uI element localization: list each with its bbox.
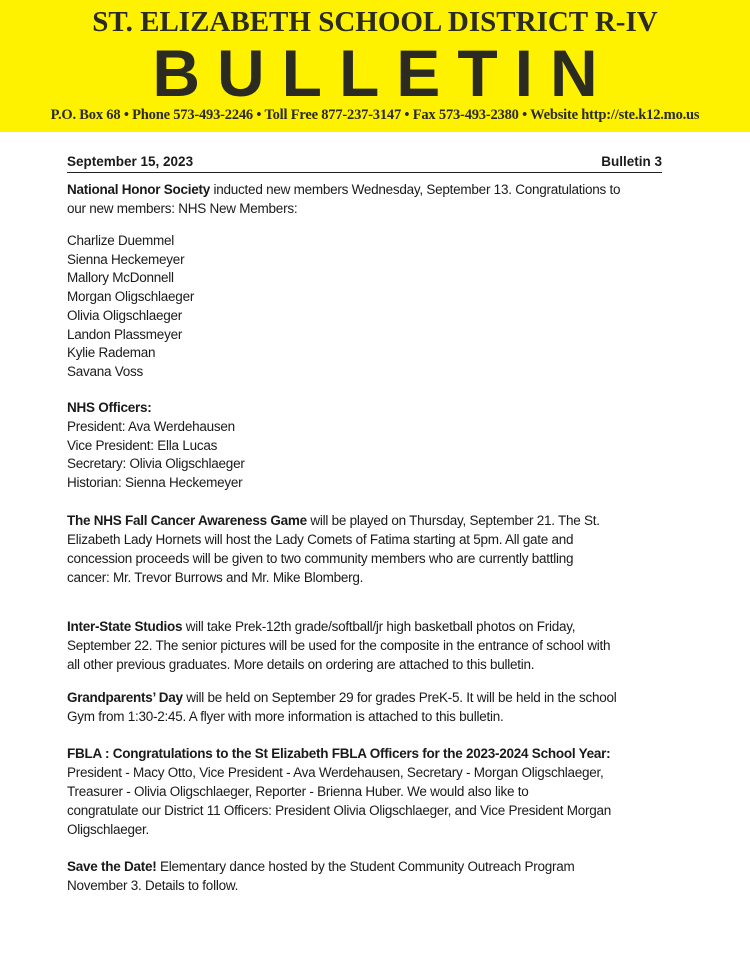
date-line bbox=[67, 154, 662, 173]
text: Gym from 1:30-2:45. A flyer with more information is attached to this bulletin. bbox=[67, 709, 504, 724]
text: Morgan Oligschlaeger bbox=[67, 289, 195, 305]
nhs-paragraph-line bbox=[67, 181, 620, 199]
member-name bbox=[67, 251, 184, 269]
bulletin-date: September 15, 2023 bbox=[67, 154, 194, 169]
text: Kylie Rademan bbox=[67, 345, 156, 361]
lead-text: The NHS Fall Cancer Awareness Game bbox=[67, 513, 307, 528]
lead-text: FBLA : Congratulations to the St Elizabeth FBLA Officers for the 2023-2024 School Year: bbox=[67, 746, 611, 761]
lead-text: National Honor Society bbox=[67, 182, 211, 197]
cancer-game-paragraph-line bbox=[67, 512, 600, 530]
cancer-game-paragraph-line bbox=[67, 569, 363, 587]
photos-paragraph-line bbox=[67, 656, 534, 674]
text: President - Macy Otto, Vice President - Ava Werdehausen, Secretary - Morgan Oligschlaeger, bbox=[67, 765, 604, 780]
district-name: ST. ELIZABETH SCHOOL DISTRICT R-IV bbox=[92, 6, 658, 38]
text: President: Ava Werdehausen bbox=[67, 419, 235, 434]
member-name bbox=[67, 288, 194, 306]
bulletin-number: Bulletin 3 bbox=[601, 154, 662, 169]
officer-item bbox=[67, 437, 217, 455]
member-name bbox=[67, 326, 182, 344]
text: congratulate our District 11 Officers: President Olivia Oligschlaeger, and Vice President Morgan bbox=[67, 803, 612, 818]
text: Vice President: Ella Lucas bbox=[67, 437, 218, 453]
text: inducted new members Wednesday, September 13. Congratulations to bbox=[210, 182, 621, 197]
photos-paragraph-line bbox=[67, 637, 610, 655]
member-name bbox=[67, 232, 174, 250]
lead-text: Save the Date! bbox=[67, 859, 157, 874]
member-name bbox=[67, 307, 182, 325]
officer-item bbox=[67, 455, 245, 473]
officer-item bbox=[67, 418, 235, 436]
text: Olivia Oligschlaeger bbox=[67, 307, 183, 323]
text: Savana Voss bbox=[67, 363, 144, 379]
text: all other previous graduates. More details on ordering are attached to this bulletin. bbox=[67, 657, 535, 672]
text: Charlize Duemmel bbox=[67, 233, 175, 248]
fbla-paragraph-heading bbox=[67, 745, 610, 763]
fbla-paragraph-line bbox=[67, 764, 604, 782]
lead-text: NHS Officers: bbox=[67, 400, 152, 415]
text: our new members: NHS New Members: bbox=[67, 201, 298, 216]
text: Treasurer - Olivia Oligschlaeger, Reporter - Brienna Huber. We would also like to bbox=[67, 784, 529, 799]
text: will be played on Thursday, September 21. The St. bbox=[306, 513, 600, 528]
text: cancer: Mr. Trevor Burrows and Mr. Mike Blomberg. bbox=[67, 570, 364, 585]
member-name bbox=[67, 344, 155, 362]
nhs-paragraph-line bbox=[67, 200, 297, 218]
officer-item bbox=[67, 474, 242, 492]
member-name bbox=[67, 269, 174, 287]
grandparents-day-paragraph-line bbox=[67, 708, 503, 726]
fbla-paragraph-line bbox=[67, 802, 611, 820]
bulletin-title: BULLETIN bbox=[152, 36, 615, 110]
text: Elizabeth Lady Hornets will host the Lady Comets of Fatima starting at 5pm. All gate and bbox=[67, 532, 574, 547]
officers-heading bbox=[67, 399, 152, 417]
photos-paragraph-line bbox=[67, 618, 575, 636]
text: Historian: Sienna Heckemeyer bbox=[67, 475, 243, 491]
fbla-paragraph-line bbox=[67, 821, 149, 839]
text: Mallory McDonnell bbox=[67, 270, 174, 286]
text: Secretary: Olivia Oligschlaeger bbox=[67, 456, 245, 472]
text: November 3. Details to follow. bbox=[67, 878, 239, 893]
save-the-date-paragraph-line bbox=[67, 858, 575, 876]
lead-text: Inter-State Studios bbox=[67, 619, 183, 634]
text: will be held on September 29 for grades PreK-5. It will be held in the school bbox=[182, 690, 617, 705]
fbla-paragraph-line bbox=[67, 783, 528, 801]
text: September 22. The senior pictures will be used for the composite in the entrance of school with bbox=[67, 638, 611, 653]
text: will take Prek-12th grade/softball/jr high basketball photos on Friday, bbox=[182, 619, 576, 634]
cancer-game-paragraph-line bbox=[67, 531, 573, 549]
member-name bbox=[67, 363, 143, 381]
cancer-game-paragraph-line bbox=[67, 550, 573, 568]
text: concession proceeds will be given to two community members who are currently battling bbox=[67, 551, 574, 566]
text: Landon Plassmeyer bbox=[67, 326, 183, 342]
text: Oligschlaeger. bbox=[67, 822, 150, 837]
contact-line: P.O. Box 68 • Phone 573-493-2246 • Toll Free 877-237-3147 • Fax 573-493-2380 • Website http://ste.k12.mo.us bbox=[50, 107, 700, 123]
save-the-date-paragraph-line bbox=[67, 877, 238, 895]
text: Sienna Heckemeyer bbox=[67, 251, 185, 267]
grandparents-day-paragraph-line bbox=[67, 689, 617, 707]
masthead bbox=[0, 0, 750, 132]
text: Elementary dance hosted by the Student Community Outreach Program bbox=[156, 859, 575, 874]
lead-text: Grandparents’ Day bbox=[67, 690, 183, 705]
